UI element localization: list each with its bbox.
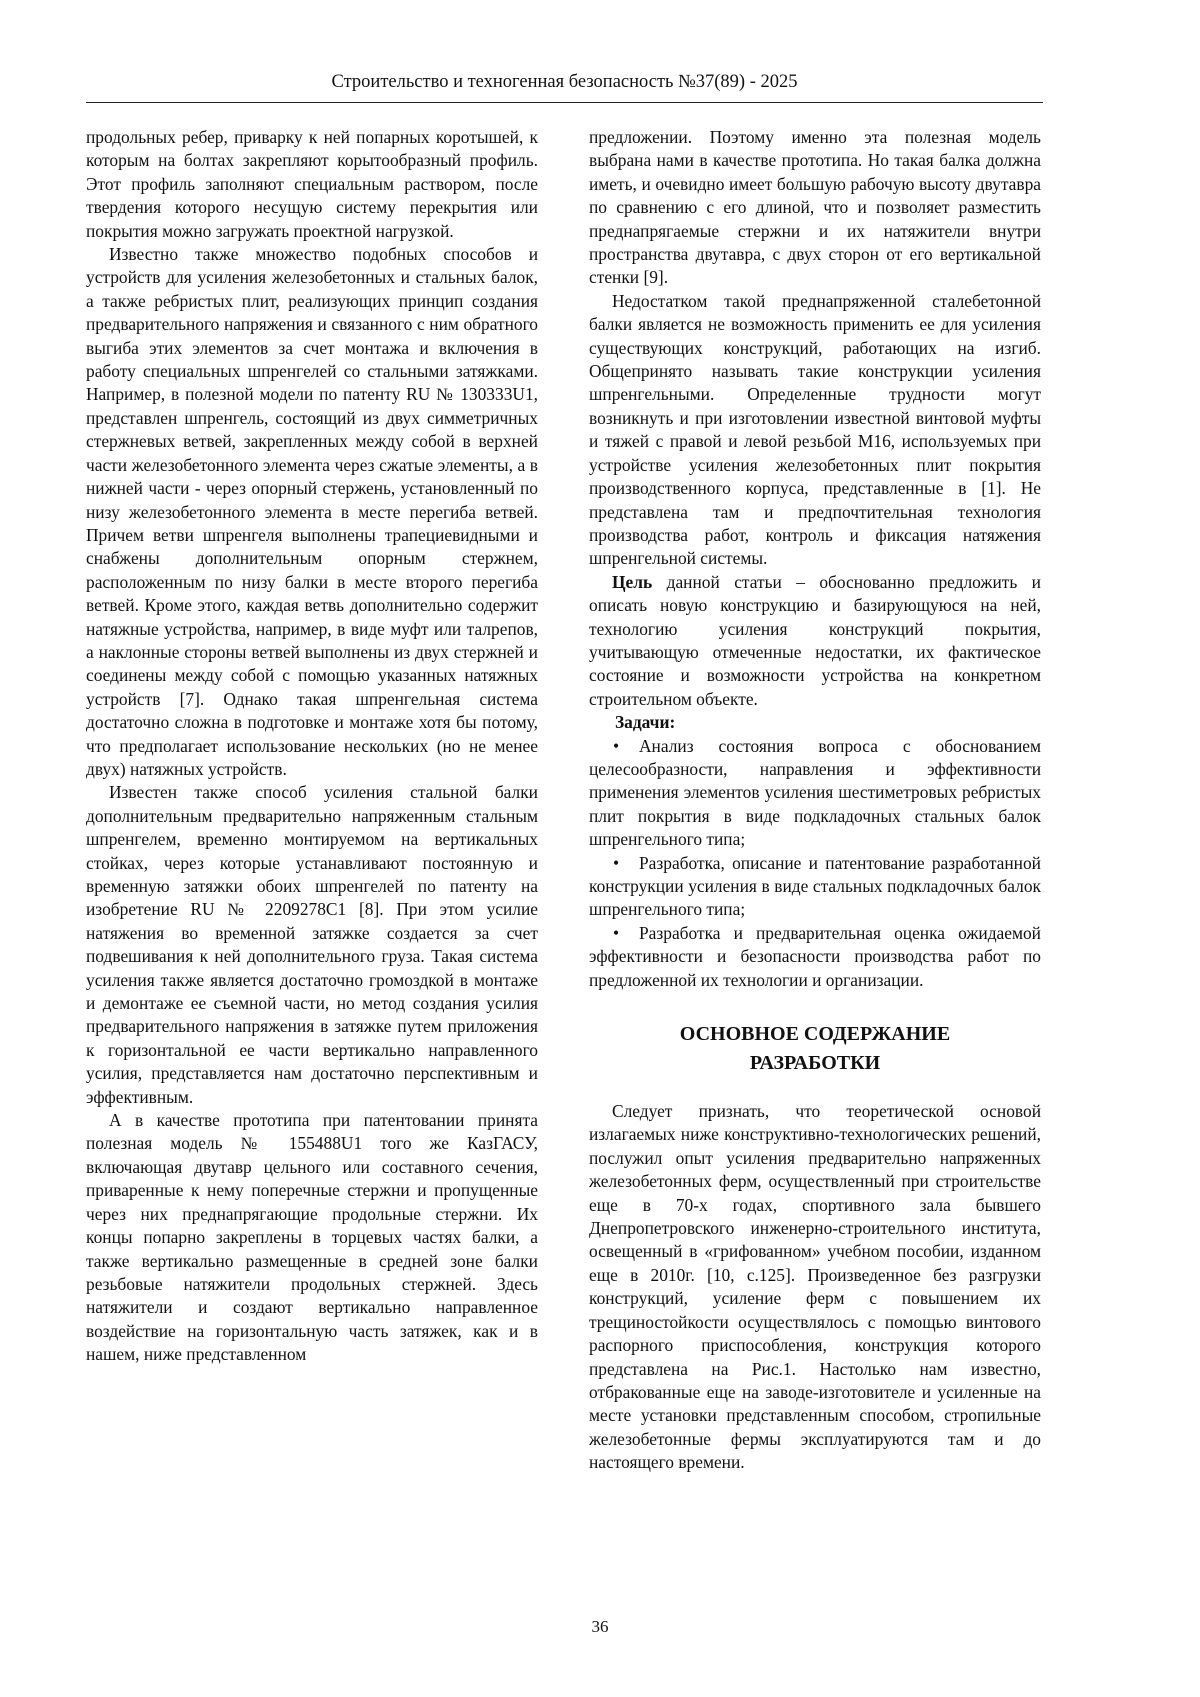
paragraph-prototype-continuation: предложении. Поэтому именно эта полезная модель выбрана нами в качестве прототипа. Но такая балка должна иметь, и очевидно имеет большую рабочую высоту двутавра по сравнению с его длиной, что и позволяет разместить преднапрягаемые стержни и их натяжители внутри пространства двутавра, с двух сторон от его вертикальной стенки [9].: [589, 127, 1041, 288]
section-title: [589, 1020, 1041, 1078]
task-item: [589, 735, 1041, 852]
paragraph-continuation: продольных ребер, приварку к ней попарных коротышей, к которым на болтах закрепляют корытообразный профиль. Этот профиль заполняют специальным раствором, после твердения которого несущую систему перекрытия или покрытия можно загружать проектной нагрузкой.: [86, 127, 538, 241]
paragraph-prototype: А в качестве прототипа при патентовании принята полезная модель № 155488U1 того же КазГАСУ, включающая двутавр цельного или составного сечения, приваренные к нему поперечные стержни и пропущенные через них преднапрягающие продольные стержни. Их концы попарно закреплены в торцевых частях балки, а также вертикально размещенные в средней зоне балки резьбовые натяжители продольных стержней. Здесь натяжители и создают вертикально направленное воздействие на горизонтальную часть затяжек, как и в нашем, ниже представленном: [86, 1110, 538, 1365]
paragraph-steel-beam-method: Известен также способ усиления стальной балки дополнительным предварительно напряженным стальным шпренгелем, временно монтируемом на вертикальных стойках, через которые устанавливают постоянную и временную затяжки обоих шпренгелей по патенту на изобретение RU № 2209278C1 [8]. При этом усилие натяжения во временной затяжке создается за счет подвешивания к ней дополнительного груза. Такая система усиления также является достаточно громоздкой в монтаже и демонтаже ее съемной части, но метод создания усилия предварительного напряжения в затяжке путем приложения к горизонтальной ее части вертикально направленного усилия, представляется нам достаточно перспективным и эффективным.: [86, 782, 538, 1107]
goal-label: Цель: [612, 571, 653, 592]
task-item: [589, 852, 1041, 922]
left-column: [86, 126, 538, 1367]
bullet-icon: •: [613, 922, 620, 943]
paragraph-known-methods: Известно также множество подобных способов и устройств для усиления железобетонных и стальных балок, а также ребристых плит, реализующих принцип создания предварительного напряжения и связанного с ним обратного выгиба этих элементов за счет монтажа и включения в работу специальных шпренгелей со стальными затяжками. Например, в полезной модели по патенту RU № 130333U1, представлен шпренгель, состоящий из двух симметричных стержневых ветвей, закрепленных между собой в верхней части железобетонного элемента через сжатые элементы, а в нижней части - через опорный стержень, установленный по низу железобетонного элемента в месте перегиба ветвей. Причем ветви шпренгеля выполнены трапециевидными и снабжены дополнительным опорным стержнем, расположенным по низу балки в месте второго перегиба ветвей. Кроме этого, каждая ветвь дополнительно содержит натяжные устройства, например, в виде муфт или талрепов, а наклонные стороны ветвей выполнены из двух стержней и соединены между собой с помощью указанных натяжных устройств [7]. Однако такая шпренгельная система достаточно сложна в подготовке и монтаже хотя бы потому, что предполагает использование нескольких (но не менее двух) натяжных устройств.: [86, 244, 538, 779]
task-text: Разработка и предварительная оценка ожидаемой эффективности и безопасности производства работ по предложенной их технологии и организации.: [589, 922, 1041, 990]
paragraph-goal: [589, 571, 1041, 711]
task-text: Разработка, описание и патентование разработанной конструкции усиления в виде стальных подкладочных балок шпренгельного типа;: [589, 852, 1041, 920]
paragraph-drawback: Недостатком такой преднапряженной сталебетонной балки является не возможность применить ее для усиления существующих конструкций, работающих на изгиб. Общепринято называть такие конструкции усиления шпренгельными. Определенные трудности могут возникнуть и при изготовлении известной винтовой муфты и тяжей с правой и левой резьбой М16, используемых при устройстве усиления железобетонных плит покрытия производственного корпуса, представленные в [1]. Не представлена там и предпочтительная технология производства работ, контроль и фиксация натяжения шпренгельной системы.: [589, 290, 1041, 569]
section-title-line: РАЗРАБОТКИ: [749, 1052, 881, 1075]
page-number: 36: [591, 1617, 609, 1636]
header-divider: [86, 102, 1043, 103]
goal-text: данной статьи – обоснованно предложить и описать новую конструкцию и базирующуюся на ней, технологию усиления конструкций покрытия, учитывающую отмеченные недостатки, их фактическое состояние и возможности устройства на конкретном строительном объекте.: [589, 571, 1041, 709]
task-item: [589, 922, 1041, 992]
journal-header: Строительство и техногенная безопасность №37(89) - 2025: [331, 72, 798, 92]
right-column: [589, 126, 1041, 1475]
paragraph-main-content: Следует признать, что теоретической основой излагаемых ниже конструктивно-технологических решений, послужил опыт усиления предварительно напряженных железобетонных ферм, осуществленный при строительстве еще в 70-х годах, спортивного зала бывшего Днепропетровского инженерно-строительного института, освещенный в «грифованном» учебном пособии, изданном еще в 2010г. [10, с.125]. Произведенное без разгрузки конструкций, усиление ферм с повышением их трещиностойкости осуществлялось с помощью винтового распорного приспособления, конструкция которого представлена на Рис.1. Настолько нам известно, отбракованные еще на заводе-изготовителе и усиленные на месте установки представленным способом, стропильные железобетонные фермы эксплуатируются там и до настоящего времени.: [589, 1101, 1041, 1473]
bullet-icon: •: [613, 852, 620, 873]
tasks-title: Задачи:: [615, 712, 676, 733]
task-text: Анализ состояния вопроса с обоснованием целесообразности, направления и эффективности применения элементов усиления шестиметровых ребристых плит покрытия в виде подкладочных стальных балок шпренгельного типа;: [589, 735, 1041, 850]
bullet-icon: •: [613, 735, 620, 756]
section-title-line: ОСНОВНОЕ СОДЕРЖАНИЕ: [679, 1023, 951, 1046]
